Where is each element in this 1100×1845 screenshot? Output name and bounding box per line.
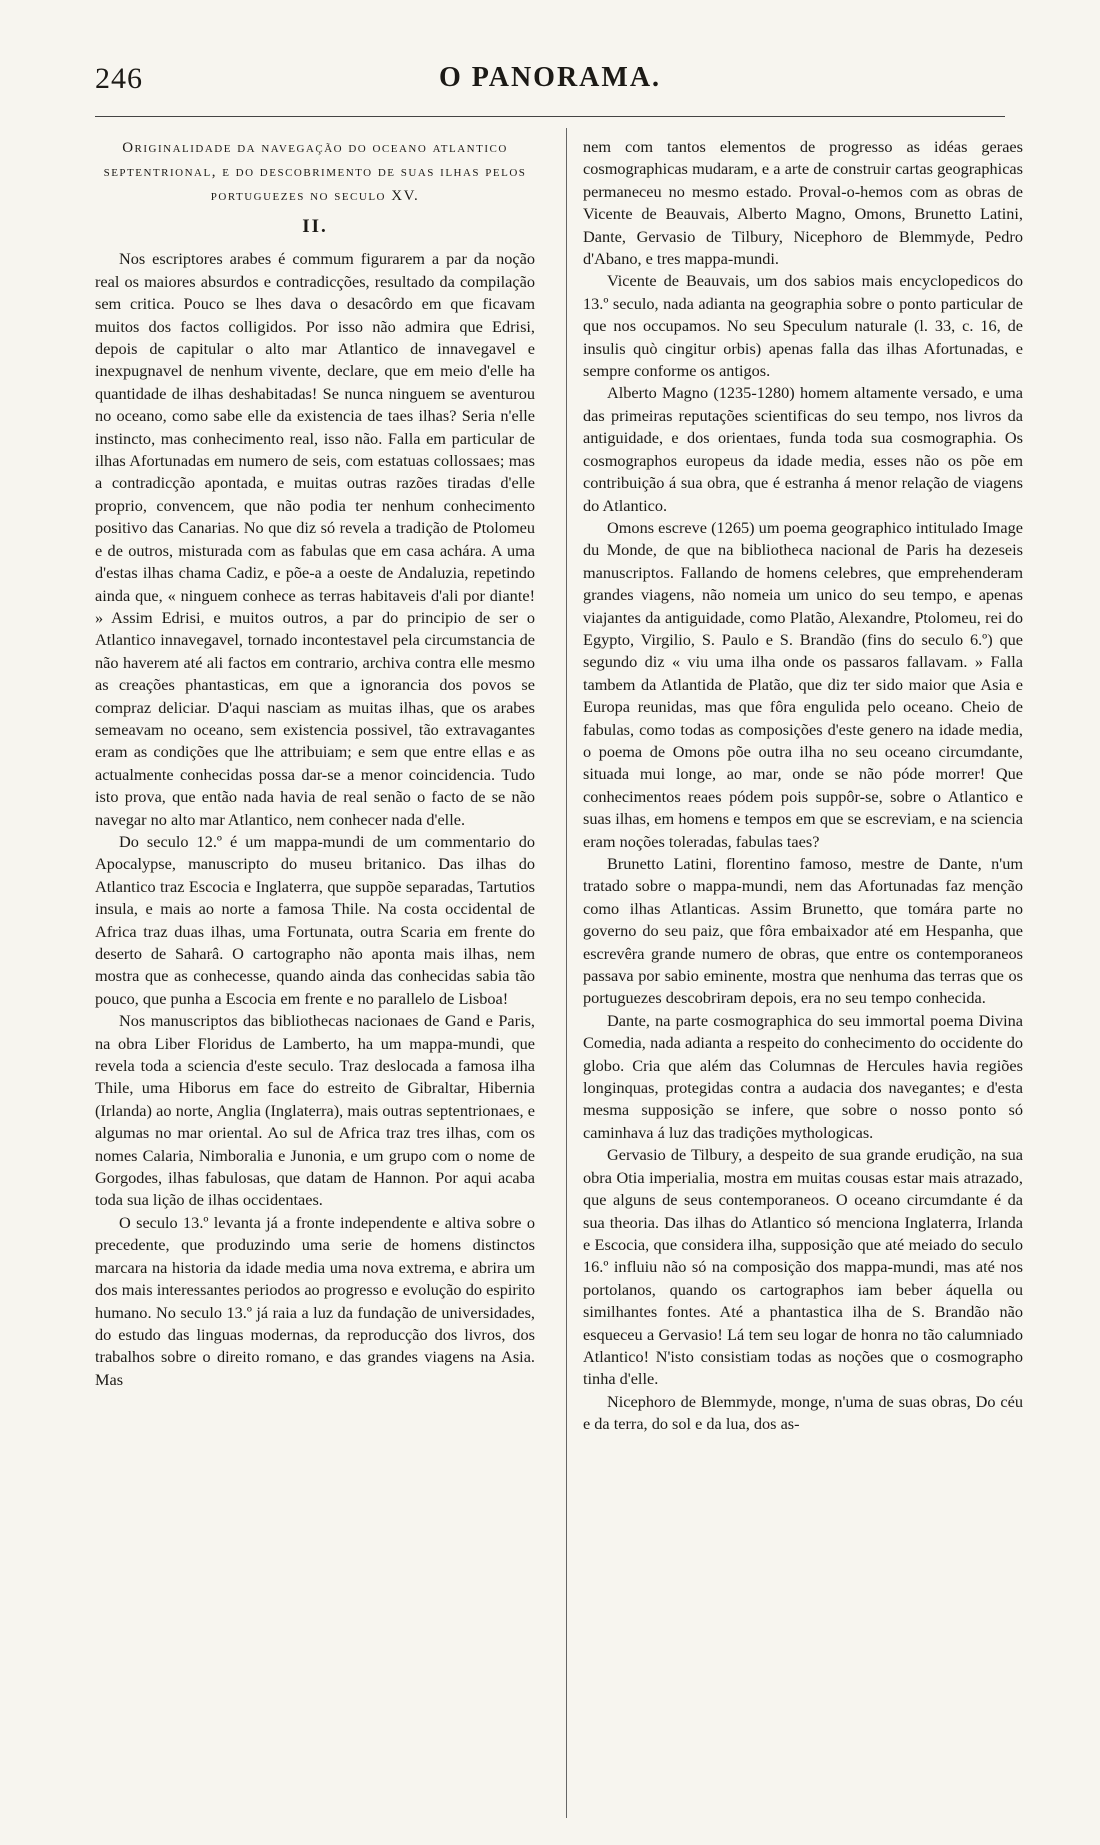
- paragraph: Nos escriptores arabes é commum figurarem a par da noção real os maiores absurdos e contradicções, resultado da compilação sem critica. Pouco se lhes dava o desacôrdo em que ficavam muitos dos factos colligidos. Por isso não admira que Edrisi, depois de capitular o alto mar Atlantico de innavegavel e inexpugnavel de nenhum vivente, declare, que em meio d'elle ha quantidade de ilhas deshabitadas! Se nunca ninguem se aventurou no oceano, como sabe elle da existencia de taes ilhas? Seria n'elle instincto, mas conhecimento real, isso não. Falla em particular de ilhas Afortunadas em numero de seis, com estatuas collossaes; mas a contradicção apontada, e muitas outras razões tiradas d'elle proprio, convencem, que não podia ter nenhum conhecimento positivo das Canarias. No que diz só revela a tradição de Ptolomeu e de outros, misturada com as fabulas que em casa achára. A uma d'estas ilhas chama Cadiz, e põe-a a oeste de Andaluzia, repetindo ainda que, « ninguem conhece as terras habitaveis d'ali por diante! » Assim Edrisi, e muitos outros, a par do principio de ser o Atlantico innavegavel, tornado incontestavel pela circumstancia de não haverem até ali factos em contrario, archiva contra elle mesmo as creações phantasticas, em que a ignorancia dos povos se compraz deliciar. D'aqui nasciam as muitas ilhas, que os arabes semeavam no oceano, sem existencia possivel, tão extravagantes eram as condições que lhe attribuiam; e sem que entre ellas e as actualmente conhecidas possa dar-se a menor coincidencia. Tudo isto prova, que então nada havia de real senão o facto de se não navegar no alto mar Atlantico, nem conhecer nada d'elle.: [95, 249, 535, 829]
- paragraph: Vicente de Beauvais, um dos sabios mais encyclopedicos do 13.º seculo, nada adianta na geographia sobre o ponto particular de que nos occupamos. No seu Speculum naturale (l. 33, c. 16, de insulis quò cingitur orbis) apenas falla das ilhas Afortunadas, e sempre conforme os antigos.: [583, 271, 1023, 381]
- paragraph: Do seculo 12.º é um mappa-mundi de um commentario do Apocalypse, manuscripto do museu britanico. Das ilhas do Atlantico traz Escocia e Inglaterra, que suppõe separadas, Tartutios insula, e mais ao norte a famosa Thile. Na costa occidental de Africa traz duas ilhas, uma Fortunata, outra Scaria em frente do deserto de Saharâ. O cartographo não aponta mais ilhas, nem mostra que as conhecesse, quando ainda das conhecidas sabia tão pouco, que punha a Escocia em frente e no parallelo de Lisboa!: [95, 831, 535, 1008]
- page-number: 246: [95, 62, 143, 95]
- column-divider: [566, 128, 567, 1818]
- paragraph: nem com tantos elementos de progresso as idéas geraes cosmographicas mudaram, e a arte de construir cartas geographicas permaneceu no mesmo estado. Proval-o-hemos com as obras de Vicente de Beauvais, Alberto Magno, Omons, Brunetto Latini, Dante, Gervasio de Tilbury, Nicephoro de Blemmyde, Pedro d'Abano, e tres mappa-mundi.: [583, 137, 1023, 269]
- section-number: II.: [302, 216, 328, 237]
- paragraph: Gervasio de Tilbury, a despeito de sua grande erudição, na sua obra Otia imperialia, mostra em muitas cousas estar mais atrazado, que alguns de seus contemporaneos. O oceano circumdante é da sua theoria. Das ilhas do Atlantico só menciona Inglaterra, Irlanda e Escocia, que considera ilha, supposição que até meiado do seculo 16.º influiu não só na composição dos mappa-mundi, mas até nos portolanos, quando os cartographos iam beber áquella ou similhantes fontes. Até a phantastica ilha de S. Brandão não esqueceu a Gervasio! Lá tem seu logar de honra no tão calumniado Atlantico! N'isto consistiam todas as noções que o cosmographo tinha d'elle.: [583, 1145, 1023, 1389]
- right-column: [583, 136, 1023, 1436]
- header-rule: [95, 116, 1005, 117]
- paragraph: Omons escreve (1265) um poema geographico intitulado Image du Monde, de que na bibliotheca nacional de Paris ha dezeseis manuscriptos. Fallando de homens celebres, que emprehenderam grandes viagens, não nomeia um unico do seu tempo, e apenas viajantes da antiguidade, como Platão, Alexandre, Ptolomeu, rei do Egypto, Virgilio, S. Paulo e S. Brandão (fins do seculo 6.º) que segundo diz « viu uma ilha onde os passaros fallavam. » Falla tambem da Atlantida de Platão, que diz ter sido maior que Asia e Europa reunidas, mas que fôra engulida pelo oceano. Cheio de fabulas, como todas as composições d'este genero na idade media, o poema de Omons põe outra ilha no seu oceano circumdante, situada mui longe, ao mar, onde se não póde morrer! Que conhecimentos reaes pódem pois suppôr-se, sobre o Atlantico e suas ilhas, em homens e tempos em que se escreviam, e na sciencia eram noções toleradas, fabulas taes?: [583, 517, 1023, 851]
- left-column: [95, 136, 535, 1391]
- paragraph: Nos manuscriptos das bibliothecas nacionaes de Gand e Paris, na obra Liber Floridus de Lamberto, ha um mappa-mundi, que revela toda a sciencia d'este seculo. Traz deslocada a famosa ilha Thile, uma Hiborus em face do estreito de Gibraltar, Hibernia (Irlanda) ao norte, Anglia (Inglaterra), mais outras septentrionaes, e algumas no mar oriental. Ao sul de Africa traz tres ilhas, com os nomes Calaria, Nimboralia e Junonia, e um grupo com o nome de Gorgodes, ilhas fabulosas, que datam de Hannon. Por aqui acaba toda sua lição de ilhas occidentaes.: [95, 1011, 535, 1210]
- page-header: [95, 62, 1005, 102]
- paragraph: Nicephoro de Blemmyde, monge, n'uma de suas obras, Do céu e da terra, do sol e da lua, dos as-: [583, 1391, 1023, 1434]
- paragraph: Brunetto Latini, florentino famoso, mestre de Dante, n'um tratado sobre o mappa-mundi, nem das Afortunadas faz menção como ilhas Atlanticas. Assim Brunetto, que tomára parte no governo do seu paiz, que fôra embaixador até em Hespanha, que escrevêra grande numero de obras, que entre os contemporaneos passava por sabio eminente, mostra que nenhuma das terras que os portuguezes descobriram depois, era no seu tempo conhecida.: [583, 854, 1023, 1008]
- article-title: Originalidade da navegação do oceano atlantico septentrional, e do descobrimento de suas ilhas pelos portuguezes no seculo XV.: [103, 140, 527, 204]
- paragraph: Dante, na parte cosmographica do seu immortal poema Divina Comedia, nada adianta a respeito do conhecimento do occidente do globo. Cria que além das Columnas de Hercules havia regiões longinquas, protegidas contra a audacia dos navegantes; e d'esta mesma supposição se infere, que sobre o nosso ponto só caminhava á luz das tradições mythologicas.: [583, 1010, 1023, 1142]
- paragraph: O seculo 13.º levanta já a fronte independente e altiva sobre o precedente, que produzindo uma serie de homens distinctos marcara na historia da idade media uma nova extrema, e abrira um dos mais interessantes periodos ao progresso e evolução do espirito humano. No seculo 13.º já raia a luz da fundação de universidades, do estudo das linguas modernas, da reproducção dos livros, dos trabalhos sobre o direito romano, e das grandes viagens na Asia. Mas: [95, 1212, 535, 1389]
- running-head: O PANORAMA.: [438, 62, 662, 93]
- paragraph: Alberto Magno (1235-1280) homem altamente versado, e uma das primeiras reputações scientificas do seu tempo, nos livros da antiguidade, e dos orientaes, funda toda sua cosmographia. Os cosmographos europeus da idade media, esses não os põe em contribuição á sua obra, que é estranha á menor relação de viagens do Atlantico.: [583, 383, 1023, 515]
